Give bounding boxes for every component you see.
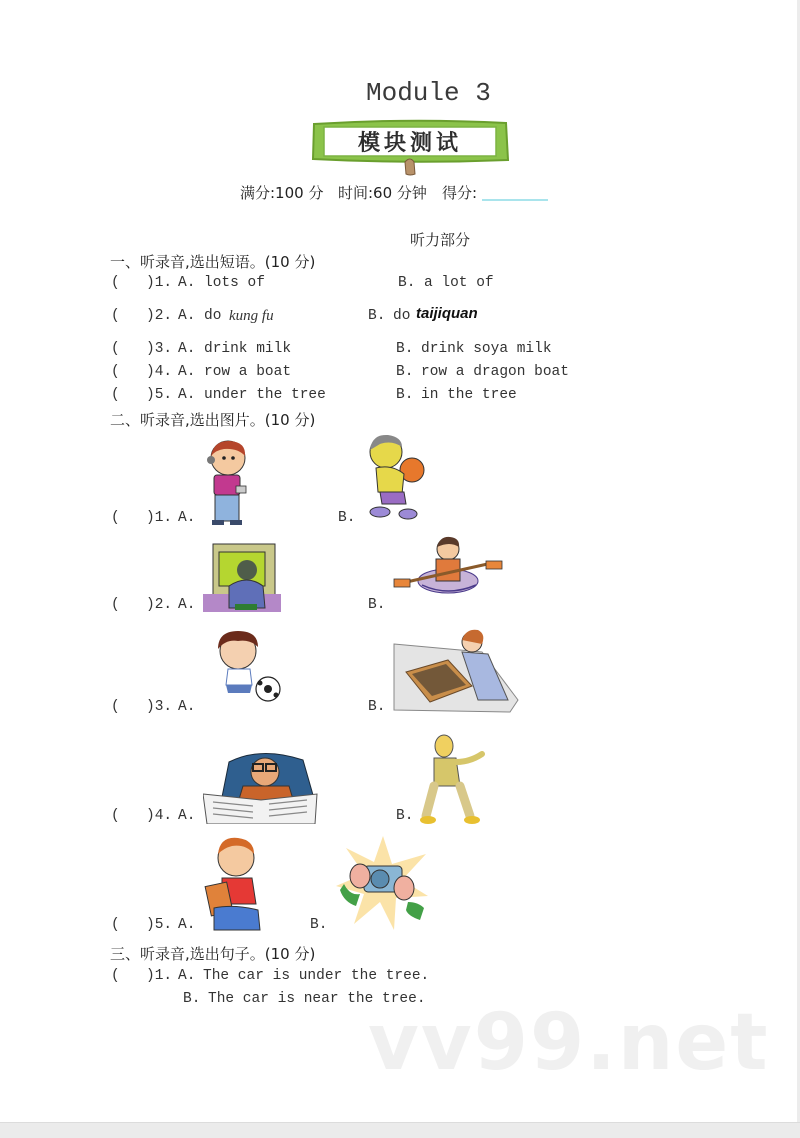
section1-heading: 一、听录音,选出短语。(10 分) — [110, 253, 316, 271]
man-doing-taijiquan-image[interactable] — [420, 732, 490, 826]
answer-bracket[interactable]: ( — [111, 341, 120, 357]
question-number: )2. — [146, 308, 173, 324]
option-b-label: B. — [368, 308, 386, 324]
answer-bracket[interactable]: ( — [111, 917, 120, 933]
option-a-label: A. — [178, 387, 196, 403]
option-b-label: B. — [183, 991, 201, 1007]
answer-bracket[interactable]: ( — [111, 699, 120, 715]
option-b-text: taijiquan — [416, 305, 478, 322]
option-a-label: A. — [178, 917, 196, 933]
answer-bracket[interactable]: ( — [111, 808, 120, 824]
boy-playing-basketball-image[interactable] — [362, 432, 428, 524]
question-number: )5. — [146, 387, 173, 403]
option-b-text: a lot of — [424, 275, 494, 291]
option-b-label: B. — [396, 387, 414, 403]
boy-reading-book-image[interactable] — [204, 834, 264, 934]
question-number: )2. — [146, 597, 173, 613]
option-b-label: B. — [310, 917, 328, 933]
option-a-text: row a boat — [204, 364, 292, 380]
question-number: )3. — [146, 699, 173, 715]
option-b-label: B. — [368, 699, 386, 715]
option-a-text: The car is under the tree. — [203, 968, 430, 984]
answer-bracket[interactable]: ( — [111, 364, 120, 380]
banner — [310, 118, 510, 176]
part-title: 听力部分 — [410, 231, 471, 249]
question-number: )3. — [146, 341, 173, 357]
question-number: )4. — [146, 364, 173, 380]
score-blank-field[interactable] — [482, 199, 548, 201]
hands-taking-photo-image[interactable] — [336, 836, 430, 930]
option-b-label: B. — [398, 275, 416, 291]
option-a-text: lots of — [204, 275, 265, 291]
option-a-label: A. — [178, 341, 196, 357]
boy-playing-chess-image[interactable] — [392, 628, 520, 714]
question-number: )1. — [146, 968, 173, 984]
module-title: Module 3 — [366, 78, 491, 108]
option-a-label: A. — [178, 510, 196, 526]
answer-bracket[interactable]: ( — [111, 597, 120, 613]
option-b-prefix: do — [393, 308, 411, 324]
man-reading-newspaper-image[interactable] — [203, 742, 319, 824]
question-number: )1. — [146, 510, 173, 526]
option-b-label: B. — [396, 808, 414, 824]
option-a-text: under the tree — [204, 387, 326, 403]
page-bottom-edge — [0, 1122, 800, 1138]
option-b-label: B. — [396, 364, 414, 380]
answer-bracket[interactable]: ( — [111, 387, 120, 403]
boy-rowing-boat-image[interactable] — [392, 535, 504, 595]
banner-title: 模块测试 — [357, 131, 462, 156]
section3-heading: 三、听录音,选出句子。(10 分) — [110, 945, 316, 963]
option-b-label: B. — [368, 597, 386, 613]
option-a-label: A. — [178, 597, 196, 613]
answer-bracket[interactable]: ( — [111, 510, 120, 526]
option-a-label: A. — [178, 968, 196, 984]
option-a-label: A. — [178, 808, 196, 824]
option-b-text: in the tree — [421, 387, 517, 403]
option-a-label: A. — [178, 308, 196, 324]
question-number: )5. — [146, 917, 173, 933]
option-a-text: drink milk — [204, 341, 292, 357]
answer-bracket[interactable]: ( — [111, 308, 120, 324]
boy-playing-football-image[interactable] — [206, 627, 284, 709]
question-number: )1. — [146, 275, 173, 291]
option-b-label: B. — [338, 510, 356, 526]
time-limit: 时间:60 分钟 — [338, 184, 427, 202]
score-label: 得分: — [442, 184, 478, 202]
option-b-label: B. — [396, 341, 414, 357]
option-a-label: A. — [178, 699, 196, 715]
option-b-text: drink soya milk — [421, 341, 552, 357]
section2-heading: 二、听录音,选出图片。(10 分) — [110, 411, 316, 429]
answer-bracket[interactable]: ( — [111, 275, 120, 291]
option-b-text: row a dragon boat — [421, 364, 569, 380]
boy-listening-to-music-image[interactable] — [200, 438, 256, 526]
option-a-label: A. — [178, 275, 196, 291]
question-number: )4. — [146, 808, 173, 824]
answer-bracket[interactable]: ( — [111, 968, 120, 984]
option-a-prefix: do — [204, 308, 222, 324]
option-b-text: The car is near the tree. — [208, 991, 426, 1007]
boy-watching-tv-image[interactable] — [203, 538, 281, 612]
option-a-text: kung fu — [229, 308, 274, 324]
full-score: 满分:100 分 — [240, 184, 324, 202]
option-a-label: A. — [178, 364, 196, 380]
watermark: vv99.net — [368, 998, 770, 1088]
